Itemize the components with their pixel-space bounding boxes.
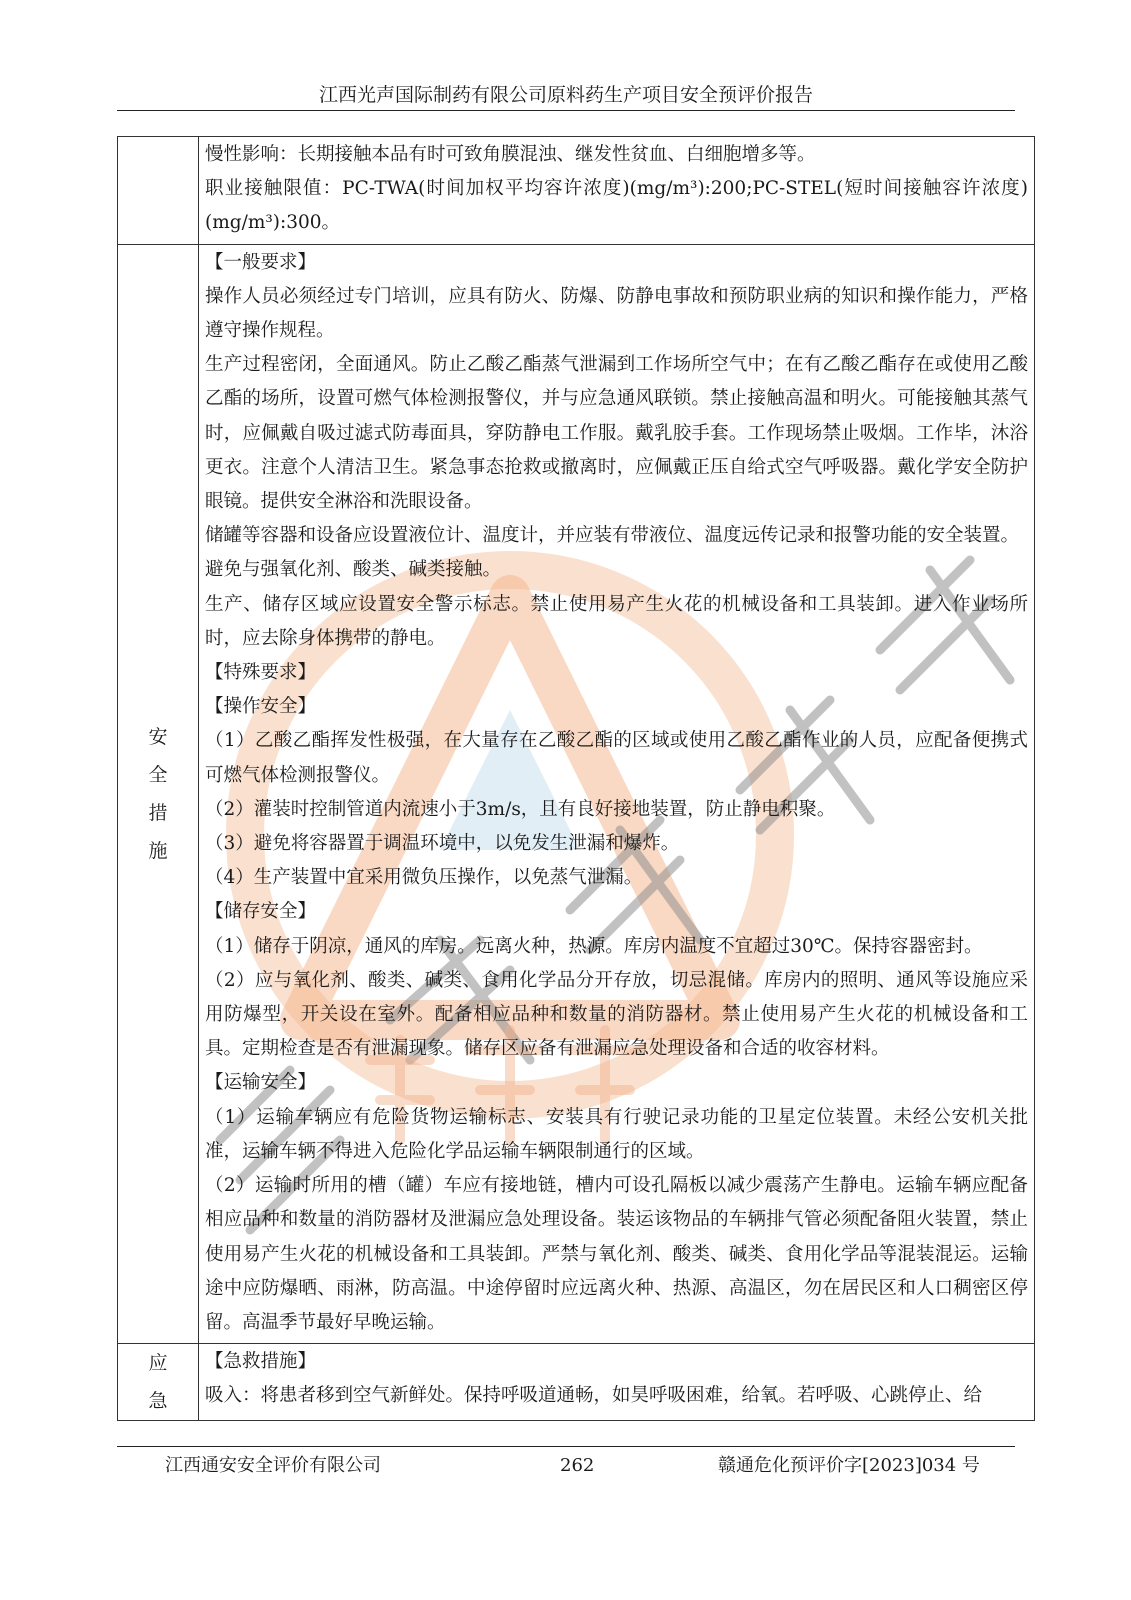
paragraph: 储罐等容器和设备应设置液位计、温度计，并应装有带液位、温度远传记录和报警功能的安全装置。 (205, 525, 1020, 547)
paragraph: （2）应与氧化剂、酸类、碱类、食用化学品分开存放，切忌混储。库房内的照明、通风等设施应采用防爆型，开关设在室外。配备相应品种和数量的消防器材。禁止使用易产生火花的机械设备和工具。定期检查是否有泄漏现象。储存区应备有泄漏应急处理设备和合适的收容材料。 (205, 969, 1028, 1060)
health-content-cell (199, 137, 1035, 245)
footer-divider (117, 1446, 1015, 1447)
section-heading: 【一般要求】 (205, 251, 317, 273)
table-row (118, 244, 1035, 1344)
paragraph: 生产过程密闭，全面通风。防止乙酸乙酯蒸气泄漏到工作场所空气中；在有乙酸乙酯存在或使用乙酸乙酯的场所，设置可燃气体检测报警仪，并与应急通风联锁。禁止接触高温和明火。可能接触其蒸气时，应佩戴自吸过滤式防毒面具，穿防静电工作服。戴乳胶手套。工作现场禁止吸烟。工作毕，沐浴更衣。注意个人清洁卫生。紧急事态抢救或撤离时，应佩戴正压自给式空气呼吸器。戴化学安全防护眼镜。提供安全淋浴和洗眼设备。 (205, 354, 1028, 513)
section-heading: 【特殊要求】 (205, 662, 317, 684)
health-label-cell (118, 137, 199, 245)
paragraph: （3）避免将容器置于调温环境中，以免发生泄漏和爆炸。 (205, 833, 680, 855)
paragraph: （1）运输车辆应有危险货物运输标志、安装具有行驶记录功能的卫星定位装置。未经公安机关批准，运输车辆不得进入危险化学品运输车辆限制通行的区域。 (205, 1106, 1028, 1162)
paragraph: （2）运输时所用的槽（罐）车应有接地链，槽内可设孔隔板以减少震荡产生静电。运输车辆应配备相应品种和数量的消防器材及泄漏应急处理设备。装运该物品的车辆排气管必须配备阻火装置，禁止使用易产生火花的机械设备和工具装卸。严禁与氧化剂、酸类、碱类、食用化学品等混装混运。运输途中应防爆晒、雨淋，防高温。中途停留时应远离火种、热源、高温区，勿在居民区和人口稠密区停留。高温季节最好早晚运输。 (205, 1175, 1028, 1333)
page-number: 262 (560, 1455, 595, 1476)
paragraph: 吸入：将患者移到空气新鲜处。保持呼吸道通畅，如昊呼吸困难，给氧。若呼吸、心跳停止、给 (205, 1385, 983, 1407)
footer-company: 江西通安安全评价有限公司 (165, 1455, 381, 1476)
paragraph: 操作人员必须经过专门培训，应具有防火、防爆、防静电事故和预防职业病的知识和操作能力，严格遵守操作规程。 (205, 285, 1028, 342)
section-heading: 【急救措施】 (205, 1351, 317, 1373)
safety-label-cell (118, 244, 199, 1344)
emergency-label-char: 急 (148, 1390, 168, 1413)
paragraph: （4）生产装置中宜采用微负压操作，以免蒸气泄漏。 (205, 867, 643, 889)
emergency-content-cell (199, 1344, 1035, 1421)
page-header: 江西光声国际制药有限公司原料药生产项目安全预评价报告 (117, 80, 1015, 111)
safety-label-char: 措 (148, 801, 168, 824)
safety-label-char: 施 (148, 839, 168, 862)
paragraph: （1）乙酸乙酯挥发性极强，在大量存在乙酸乙酯的区域或使用乙酸乙酯作业的人员，应配备便携式可燃气体检测报警仪。 (205, 730, 1028, 786)
safety-label-char: 安 (148, 725, 168, 748)
paragraph: 避免与强氧化剂、酸类、碱类接触。 (205, 559, 502, 581)
emergency-label-char: 应 (148, 1352, 168, 1375)
table-row (118, 1344, 1035, 1421)
safety-content-cell (199, 244, 1035, 1344)
safety-label-char: 全 (148, 763, 168, 786)
section-heading: 【运输安全】 (205, 1072, 317, 1094)
paragraph: 生产、储存区域应设置安全警示标志。禁止使用易产生火花的机械设备和工具装卸。进入作业场所时，应去除身体携带的静电。 (205, 593, 1028, 649)
paragraph: （2）灌装时控制管道内流速小于3m/s，且有良好接地装置，防止静电积聚。 (205, 798, 836, 820)
paragraph: （1）储存于阴凉，通风的库房。远离火种，热源。库房内温度不宜超过30℃。保持容器密封。 (205, 935, 983, 957)
section-heading: 【储存安全】 (205, 901, 317, 923)
document-number: 赣通危化预评价字[2023]034 号 (718, 1455, 980, 1476)
table-row (118, 137, 1035, 245)
safety-data-table (117, 136, 1035, 1421)
section-heading: 【操作安全】 (205, 696, 317, 718)
emergency-label-cell (118, 1344, 199, 1421)
health-text-line: 慢性影响：长期接触本品有时可致角膜混浊、继发性贫血、白细胞增多等。 (205, 144, 816, 165)
health-text-line: 职业接触限值：PC-TWA(时间加权平均容许浓度)(mg/m³):200;PC-STEL(短时间接触容许浓度)(mg/m³):300。 (205, 178, 1028, 234)
